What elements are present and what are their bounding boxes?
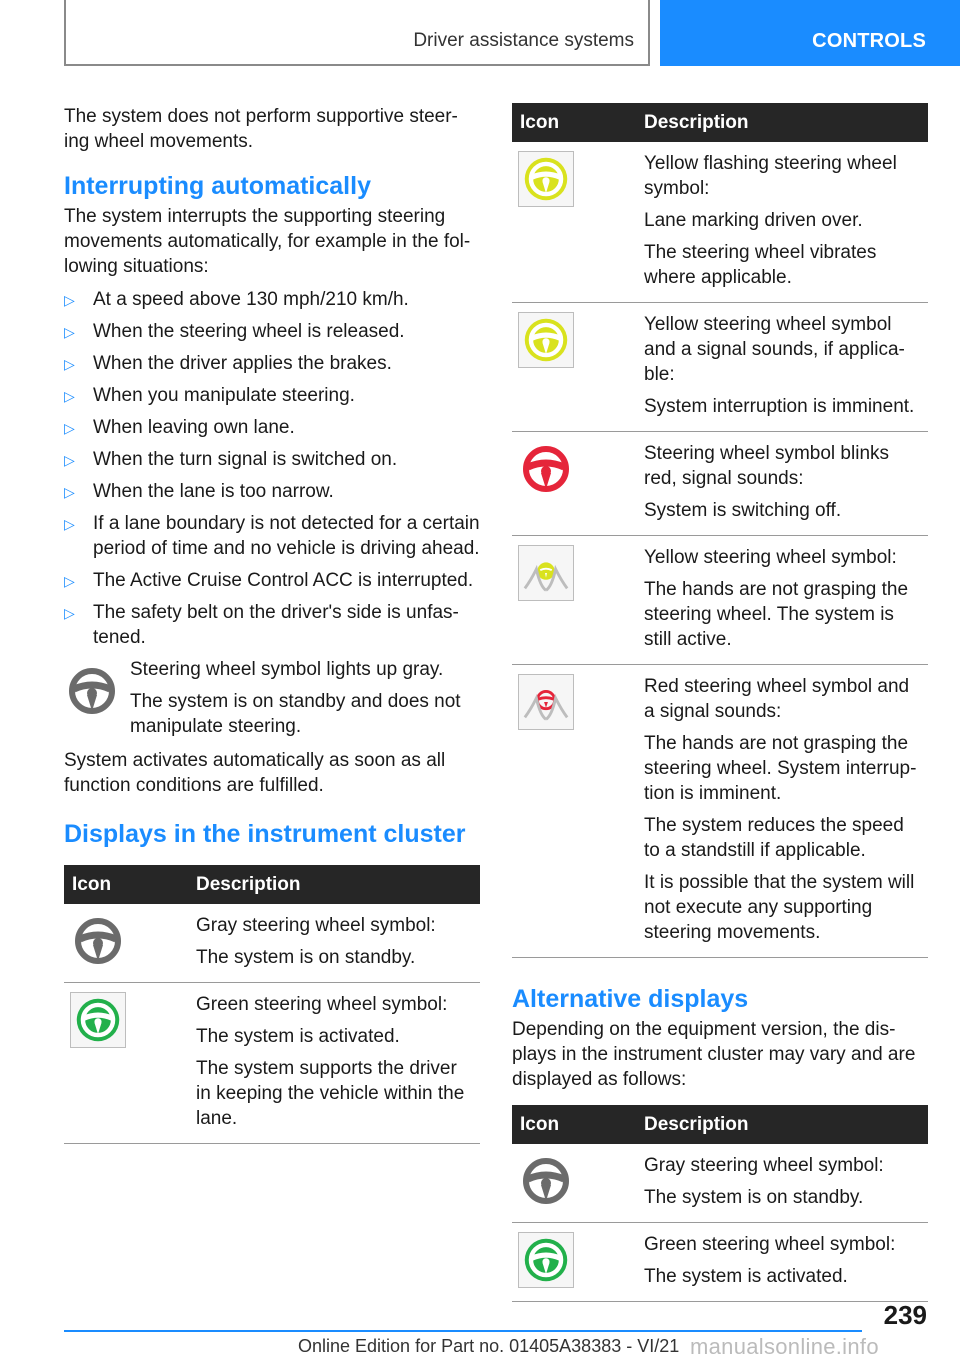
bullet-arrow-icon: ▷ xyxy=(64,516,75,532)
bullet-arrow-icon: ▷ xyxy=(64,324,75,340)
heading-alternative-displays: Alternative displays xyxy=(512,985,749,1013)
note-line-2: The system is on standby and does not manipulate steering. xyxy=(130,691,461,737)
alternative-displays-table xyxy=(512,1105,928,1302)
desc-line: The system supports the driver in keeping the vehicle within the lane. xyxy=(196,1058,465,1129)
gray-steering-wheel-icon xyxy=(64,657,130,746)
header-chapter-title: CONTROLS xyxy=(812,30,926,52)
desc-line: System is switching off. xyxy=(644,500,842,521)
gray-steering-wheel-icon xyxy=(70,913,126,969)
bullet-arrow-icon: ▷ xyxy=(64,356,75,372)
alt-text: Depending on the equipment version, the dis-plays in the instrument cluster may vary and are displayed as follows: xyxy=(512,1019,916,1090)
col-header-icon: Icon xyxy=(512,1105,640,1144)
right-column xyxy=(512,103,928,1302)
footer-divider xyxy=(64,1330,862,1332)
desc-line: Gray steering wheel symbol: xyxy=(196,915,436,936)
desc-line: Gray steering wheel symbol: xyxy=(644,1155,884,1176)
header-section-title: Driver assistance systems xyxy=(413,30,634,51)
table-row xyxy=(512,665,928,958)
col-header-icon: Icon xyxy=(64,865,192,904)
bullet-arrow-icon: ▷ xyxy=(64,292,75,308)
desc-line: The system reduces the speed to a standstill if applicable. xyxy=(644,815,904,861)
list-item: ▷ When the steering wheel is released. xyxy=(64,319,480,344)
interrupt-text: The system interrupts the supporting steering movements automatically, for example in the fol-lowing situations: xyxy=(64,206,471,277)
desc-line: The system is on standby. xyxy=(196,947,416,968)
standby-note xyxy=(64,657,480,746)
table-row xyxy=(64,904,480,983)
list-item: ▷ The safety belt on the driver's side is unfas-tened. xyxy=(64,602,459,648)
header-chapter-tab[interactable] xyxy=(660,0,960,66)
watermark: manualsonline.info xyxy=(690,1334,879,1359)
desc-line: The hands are not grasping the steering wheel. The system is still active. xyxy=(644,579,909,650)
col-header-description: Description xyxy=(192,865,480,904)
bullet-arrow-icon: ▷ xyxy=(64,484,75,500)
bullet-arrow-icon: ▷ xyxy=(64,388,75,404)
bullet-arrow-icon: ▷ xyxy=(64,452,75,468)
displays-table xyxy=(64,865,480,1144)
desc-line: The system is activated. xyxy=(644,1266,848,1287)
desc-line: The hands are not grasping the steering wheel. System interrup-tion is imminent. xyxy=(644,733,917,804)
heading-interrupting: Interrupting automatically xyxy=(64,172,371,200)
desc-line: System interruption is imminent. xyxy=(644,396,915,417)
page-number: 239 xyxy=(883,1300,927,1330)
list-item: ▷ When the turn signal is switched on. xyxy=(64,447,480,472)
header-section-box xyxy=(64,0,650,66)
table-row xyxy=(512,432,928,536)
green-steering-wheel-icon xyxy=(518,1232,574,1288)
table-row xyxy=(512,142,928,303)
gray-steering-wheel-icon xyxy=(518,1153,574,1209)
desc-line: Red steering wheel symbol and a signal sounds: xyxy=(644,676,910,722)
table-row xyxy=(512,303,928,432)
yellow-steering-wheel-icon xyxy=(518,312,574,368)
activates-text: System activates automatically as soon as all function conditions are fulfilled. xyxy=(64,750,446,796)
list-item: ▷ When you manipulate steering. xyxy=(64,383,480,408)
red-hands-steering-wheel-icon xyxy=(518,674,574,730)
desc-line: Steering wheel symbol blinks red, signal sounds: xyxy=(644,443,890,489)
footer-edition: Online Edition for Part no. 01405A38383 - VI/21 xyxy=(298,1336,680,1356)
desc-line: The system is on standby. xyxy=(644,1187,864,1208)
col-header-description: Description xyxy=(640,1105,928,1144)
left-column xyxy=(64,104,480,1144)
list-item: ▷ At a speed above 130 mph/210 km/h. xyxy=(64,287,480,312)
table-row xyxy=(512,1144,928,1223)
desc-line: The system is activated. xyxy=(196,1026,400,1047)
desc-line: Green steering wheel symbol: xyxy=(644,1234,896,1255)
desc-line: Green steering wheel symbol: xyxy=(196,994,448,1015)
table-row xyxy=(512,536,928,665)
desc-line: Yellow steering wheel symbol and a signal sounds, if applica-ble: xyxy=(644,314,905,385)
list-item: ▷ The Active Cruise Control ACC is interrupted. xyxy=(64,568,480,593)
yellow-hands-steering-wheel-icon xyxy=(518,545,574,601)
table-row xyxy=(512,1223,928,1302)
green-steering-wheel-icon xyxy=(70,992,126,1048)
intro-text: The system does not perform supportive steer-ing wheel movements. xyxy=(64,106,458,152)
heading-displays: Displays in the instrument cluster xyxy=(64,820,466,848)
col-header-icon: Icon xyxy=(512,103,640,142)
yellow-flashing-steering-wheel-icon xyxy=(518,151,574,207)
table-row xyxy=(64,983,480,1144)
bullet-arrow-icon: ▷ xyxy=(64,573,75,589)
note-line-1: Steering wheel symbol lights up gray. xyxy=(130,659,444,680)
list-item: ▷ If a lane boundary is not detected for a certain period of time and no vehicle is driving ahead. xyxy=(64,513,480,559)
desc-line: Yellow steering wheel symbol: xyxy=(644,547,897,568)
red-steering-wheel-icon xyxy=(518,441,574,497)
desc-line: Yellow flashing steering wheel symbol: xyxy=(644,153,897,199)
bullet-arrow-icon: ▷ xyxy=(64,605,75,621)
list-item: ▷ When the lane is too narrow. xyxy=(64,479,480,504)
list-item: ▷ When leaving own lane. xyxy=(64,415,480,440)
bullet-arrow-icon: ▷ xyxy=(64,420,75,436)
displays-table-continued xyxy=(512,103,928,958)
desc-line: The steering wheel vibrates where applicable. xyxy=(644,242,877,288)
interrupt-list xyxy=(64,287,480,650)
desc-line: It is possible that the system will not execute any supporting steering movements. xyxy=(644,872,915,943)
list-item: ▷ When the driver applies the brakes. xyxy=(64,351,480,376)
desc-line: Lane marking driven over. xyxy=(644,210,863,231)
col-header-description: Description xyxy=(640,103,928,142)
